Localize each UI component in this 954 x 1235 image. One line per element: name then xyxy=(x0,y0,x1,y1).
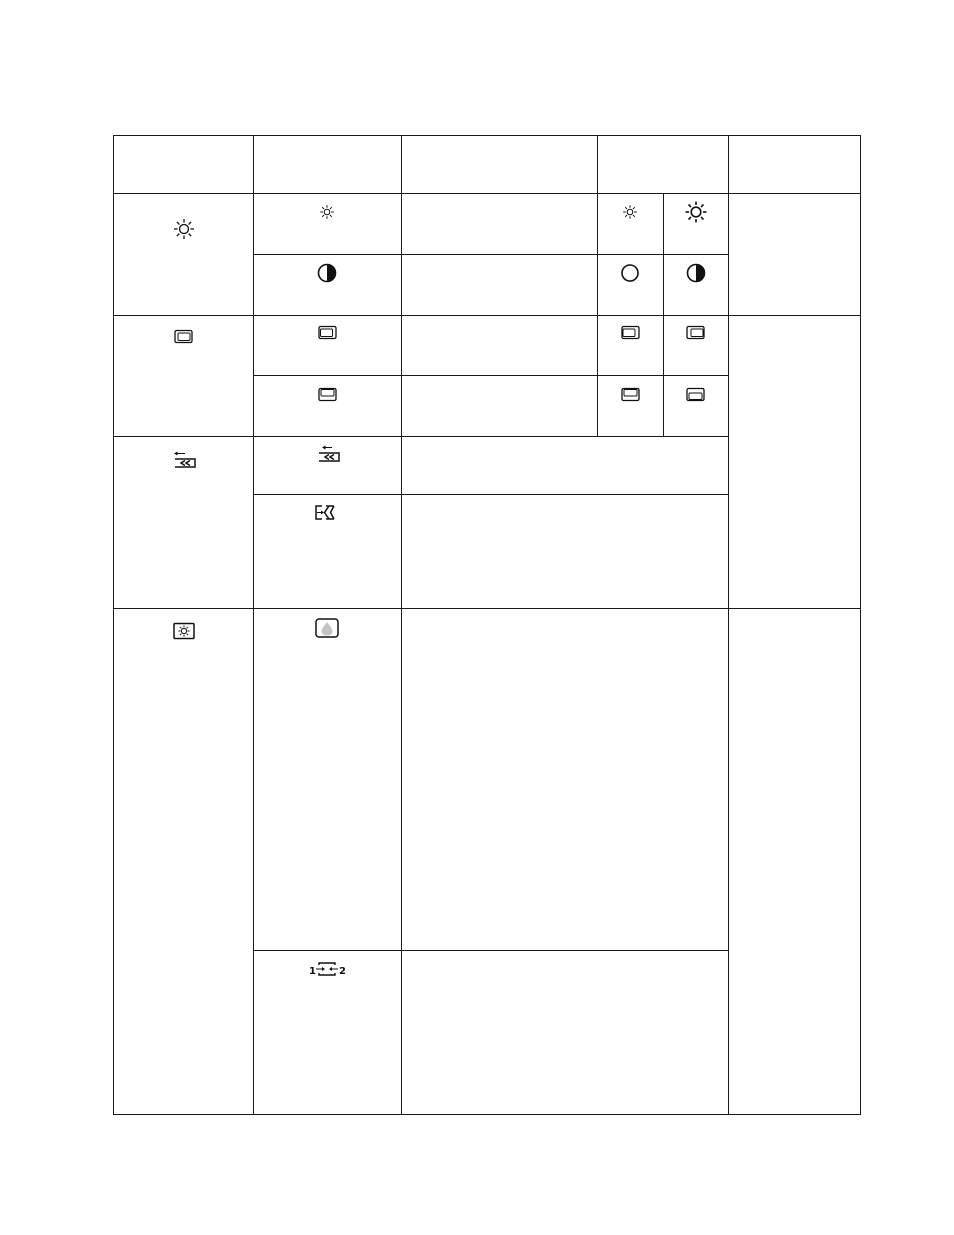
svg-text:2: 2 xyxy=(339,966,346,977)
position-left-icon xyxy=(621,325,641,341)
row-divider xyxy=(113,436,728,437)
table-border-bottom xyxy=(113,1114,861,1115)
header-cell xyxy=(114,136,253,193)
image-setup-icon xyxy=(171,451,197,469)
row-divider xyxy=(253,375,728,376)
horizontal-position-icon xyxy=(318,325,338,341)
sun-small-icon xyxy=(622,204,638,220)
sun-large-icon xyxy=(684,200,708,224)
half-filled-circle-icon xyxy=(686,263,706,283)
manual-setup-icon xyxy=(314,504,340,522)
brightness-sun-small-icon xyxy=(319,204,335,220)
empty-circle-icon xyxy=(620,263,640,283)
brightness-sun-icon xyxy=(172,217,196,241)
image-position-icon xyxy=(174,329,194,345)
header-cell xyxy=(254,136,401,193)
header-cell xyxy=(729,136,860,193)
vertical-position-icon xyxy=(318,387,338,403)
position-down-icon xyxy=(621,387,641,403)
row-divider xyxy=(253,950,728,951)
contrast-half-circle-icon xyxy=(317,263,337,283)
position-right-icon xyxy=(686,325,706,341)
column-divider xyxy=(728,135,729,1115)
color-drop-icon xyxy=(315,618,339,638)
position-up-icon xyxy=(686,387,706,403)
row-divider xyxy=(113,608,861,609)
automatic-setup-icon xyxy=(315,445,341,463)
row-divider xyxy=(253,494,728,495)
row-divider xyxy=(113,315,861,316)
table-border-right xyxy=(860,135,861,1115)
column-divider xyxy=(401,135,402,1115)
svg-text:1: 1 xyxy=(309,966,316,977)
header-divider xyxy=(113,193,861,194)
table-border-left xyxy=(113,135,114,1115)
column-divider xyxy=(253,135,254,1115)
row-divider xyxy=(253,254,728,255)
image-properties-icon xyxy=(173,622,195,640)
header-cell xyxy=(598,136,728,193)
column-divider xyxy=(663,193,664,437)
header-cell xyxy=(402,136,597,193)
input-signal-switch-icon xyxy=(309,961,345,977)
